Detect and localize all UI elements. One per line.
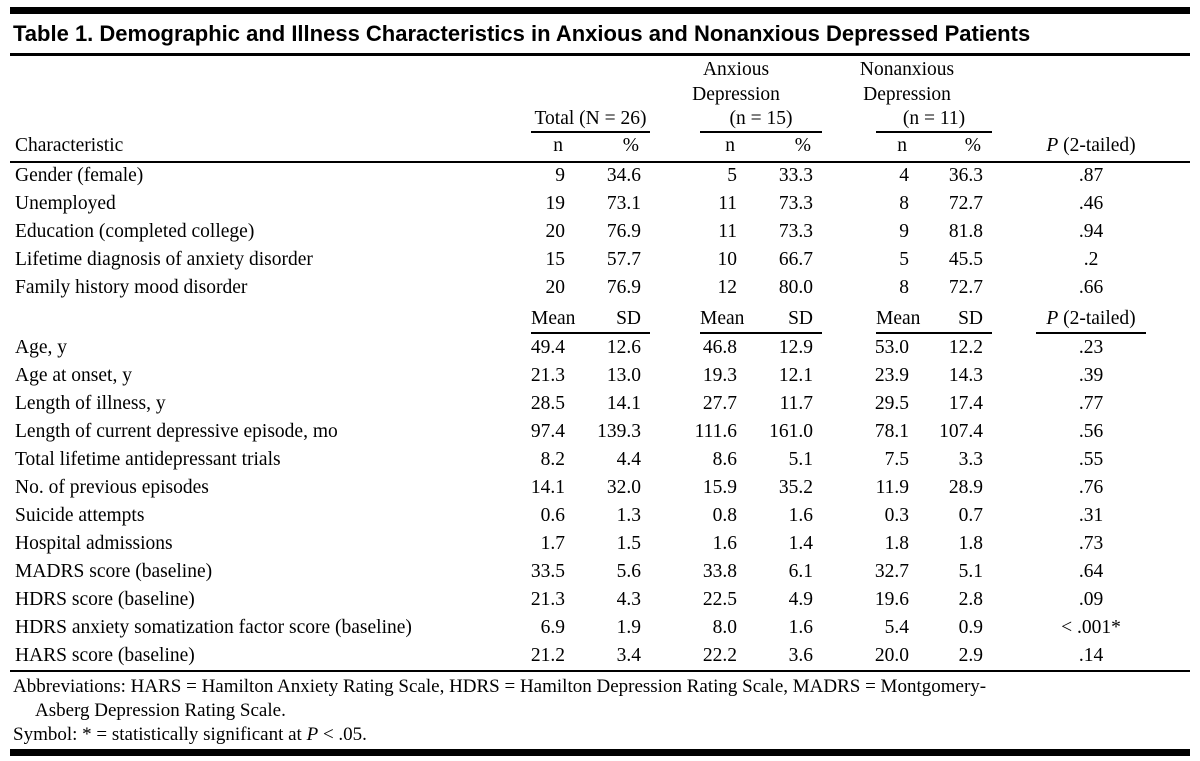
cell-nonanxious-mean: 78.1 [874,421,909,442]
group-header-row-1 [10,56,1190,81]
cell-total-sd: 1.3 [616,505,641,526]
cell-anxious-sd: 35.2 [778,477,813,498]
p-stat-header [992,302,1190,334]
cell-nonanxious-mean: 19.6 [874,589,909,610]
footnote-symbol-italic: P [306,724,319,745]
cell-anxious-mean: 22.5 [702,589,737,610]
p-stat-italic: P [1046,308,1059,329]
cell-total-n: 19 [545,193,565,214]
cell-anxious-pct: 66.7 [778,249,813,270]
cell-total-sd: 4.4 [616,449,641,470]
cell-total-mean: 33.5 [530,561,565,582]
nonanxious-mean-header: Mean [876,308,921,329]
cell-nonanxious-sd: 28.9 [948,477,983,498]
cell-total-sd: 12.6 [606,337,641,358]
total-mean-header: Mean [531,308,576,329]
cell-anxious-n: 11 [718,221,737,242]
cell-p-value: .31 [1078,505,1104,526]
cell-nonanxious-sd: 5.1 [958,561,983,582]
cell-nonanxious-pct: 45.5 [948,249,983,270]
cell-nonanxious-sd: 0.9 [958,617,983,638]
cell-p-value: .66 [1078,277,1104,298]
cell-nonanxious-sd: 107.4 [939,421,983,442]
bottom-rule-wrap [10,747,1190,756]
p-stat-rest: (2-tailed) [1058,308,1136,329]
bottom-rule [10,749,1190,756]
row-label: Unemployed [15,193,116,214]
row-label: Education (completed college) [15,221,255,242]
cell-total-mean: 21.2 [530,645,565,666]
cell-anxious-n: 12 [717,277,737,298]
cell-total-n: 15 [545,249,565,270]
row-label: MADRS score (baseline) [15,561,213,582]
table-row [10,362,1190,390]
cell-anxious-sd: 161.0 [769,421,813,442]
row-label: HARS score (baseline) [15,645,195,666]
row-label: Age, y [15,337,67,358]
table-row [10,162,1190,190]
cell-anxious-pct: 73.3 [778,221,813,242]
cell-nonanxious-sd: 12.2 [948,337,983,358]
row-label: Suicide attempts [15,505,145,526]
cell-nonanxious-n: 5 [899,249,909,270]
cell-total-sd: 1.5 [616,533,641,554]
cell-p-value: .76 [1078,477,1104,498]
spacer-cell [992,81,1190,106]
total-pct-header: % [574,133,650,162]
row-label: Total lifetime antidepressant trials [15,449,281,470]
nonanxious-sd-header: SD [958,308,983,329]
table-row [10,614,1190,642]
cell-total-pct: 76.9 [606,277,641,298]
anxious-stat-header [650,302,822,334]
cell-p-value: .77 [1078,393,1104,414]
cell-p-value: < .001* [1061,617,1121,638]
cell-total-sd: 14.1 [606,393,641,414]
cell-nonanxious-sd: 1.8 [958,533,983,554]
cell-nonanxious-pct: 72.7 [948,193,983,214]
spacer-cell [507,81,650,106]
table-row [10,446,1190,474]
cell-p-value: .39 [1078,365,1104,386]
table-row [10,530,1190,558]
total-n-header: n [507,133,574,162]
cell-total-sd: 13.0 [606,365,641,386]
cell-nonanxious-mean: 53.0 [874,337,909,358]
cell-nonanxious-sd: 2.9 [958,645,983,666]
nonanxious-n-header: n [822,133,918,162]
anxious-group-label-line1: Anxious [702,59,770,80]
cell-anxious-mean: 27.7 [702,393,737,414]
anxious-group-label-line2: Depression [692,84,780,105]
cell-anxious-n: 11 [718,193,737,214]
cell-nonanxious-n: 8 [899,277,909,298]
table-title: Table 1. Demographic and Illness Characteristics in Anxious and Nonanxious Depressed Patients [13,21,1031,46]
cell-nonanxious-mean: 29.5 [874,393,909,414]
cell-total-n: 20 [545,221,565,242]
footnote-symbol [13,723,1187,747]
cell-total-pct: 57.7 [606,249,641,270]
cell-anxious-sd: 6.1 [788,561,813,582]
cell-nonanxious-sd: 14.3 [948,365,983,386]
cell-anxious-sd: 1.6 [788,617,813,638]
cell-total-mean: 49.4 [530,337,565,358]
cell-p-value: .87 [1078,165,1104,186]
cell-anxious-mean: 8.0 [712,617,737,638]
nonanxious-group-label-line2: Depression [863,84,951,105]
cell-total-sd: 139.3 [597,421,641,442]
cell-p-value: .2 [1083,249,1099,270]
nonanxious-group-n [822,106,992,133]
cell-total-mean: 97.4 [530,421,565,442]
footnote-symbol-post: < .05. [318,724,367,745]
cell-nonanxious-mean: 7.5 [884,449,909,470]
row-label: Gender (female) [15,165,144,186]
footnote-symbol-pre: Symbol: * = statistically significant at [13,724,307,745]
p-header-rest: (2-tailed) [1058,135,1136,156]
row-label: Age at onset, y [15,365,132,386]
column-header-row [10,133,1190,162]
cell-anxious-sd: 1.6 [788,505,813,526]
total-sd-header: SD [616,308,641,329]
cell-nonanxious-sd: 3.3 [958,449,983,470]
cell-total-mean: 8.2 [540,449,565,470]
cell-nonanxious-mean: 0.3 [884,505,909,526]
cell-nonanxious-n: 8 [899,193,909,214]
cell-p-value: .73 [1078,533,1104,554]
row-label: Hospital admissions [15,533,173,554]
cell-nonanxious-mean: 5.4 [884,617,909,638]
cell-anxious-mean: 22.2 [702,645,737,666]
cell-anxious-n: 5 [727,165,737,186]
cell-nonanxious-pct: 36.3 [948,165,983,186]
anxious-group-n-text: (n = 15) [729,108,793,129]
nonanxious-group-n-text: (n = 11) [902,108,966,129]
row-label: HDRS score (baseline) [15,589,195,610]
total-stat-header [507,302,650,334]
cell-p-value: .46 [1078,193,1104,214]
cell-anxious-pct: 80.0 [778,277,813,298]
spacer-cell [10,302,507,334]
cell-anxious-mean: 1.6 [712,533,737,554]
cell-anxious-pct: 73.3 [778,193,813,214]
cell-total-pct: 73.1 [606,193,641,214]
cell-p-value: .64 [1078,561,1104,582]
cell-anxious-mean: 46.8 [702,337,737,358]
stat-header-row [10,302,1190,334]
cell-total-sd: 32.0 [606,477,641,498]
anxious-sd-header: SD [788,308,813,329]
cell-anxious-sd: 1.4 [788,533,813,554]
cell-total-mean: 1.7 [540,533,565,554]
cell-nonanxious-n: 4 [899,165,909,186]
table-row [10,190,1190,218]
cell-total-mean: 28.5 [530,393,565,414]
row-label: Family history mood disorder [15,277,248,298]
cell-p-value: .23 [1078,337,1104,358]
cell-p-value: .14 [1078,645,1104,666]
cell-anxious-sd: 11.7 [779,393,813,414]
group-header-row-2 [10,81,1190,106]
cell-total-n: 9 [555,165,565,186]
total-group-label-text: Total (N = 26) [534,108,647,129]
cell-nonanxious-mean: 1.8 [884,533,909,554]
spacer-cell [10,106,507,133]
cell-total-mean: 0.6 [540,505,565,526]
footnote-abbreviations-line1: Abbreviations: HARS = Hamilton Anxiety Rating Scale, HDRS = Hamilton Depression Rating Scale, MADRS = Montgomery- [13,676,987,697]
cell-total-mean: 6.9 [540,617,565,638]
footnotes [10,672,1190,747]
cell-total-mean: 21.3 [530,589,565,610]
table-row [10,558,1190,586]
cell-nonanxious-sd: 2.8 [958,589,983,610]
row-label: Length of illness, y [15,393,166,414]
cell-nonanxious-mean: 23.9 [874,365,909,386]
nonanxious-pct-header: % [918,133,992,162]
spacer-cell [507,56,650,81]
cell-nonanxious-sd: 17.4 [948,393,983,414]
spacer-cell [992,56,1190,81]
cell-total-pct: 76.9 [606,221,641,242]
spacer-cell [992,106,1190,133]
cell-total-mean: 21.3 [530,365,565,386]
table-row [10,642,1190,670]
cell-nonanxious-pct: 81.8 [948,221,983,242]
cell-nonanxious-mean: 32.7 [874,561,909,582]
anxious-n-header: n [650,133,746,162]
cell-anxious-mean: 15.9 [702,477,737,498]
cell-anxious-mean: 19.3 [702,365,737,386]
cell-anxious-mean: 8.6 [712,449,737,470]
row-label: HDRS anxiety somatization factor score (baseline) [15,617,412,638]
cell-nonanxious-mean: 11.9 [875,477,909,498]
table-row [10,390,1190,418]
table-row [10,246,1190,274]
cell-total-sd: 3.4 [616,645,641,666]
cell-anxious-mean: 0.8 [712,505,737,526]
spacer-cell [10,81,507,106]
cell-p-value: .55 [1078,449,1104,470]
anxious-group-n [650,106,822,133]
cell-total-n: 20 [545,277,565,298]
cell-total-sd: 4.3 [616,589,641,610]
table-row [10,218,1190,246]
cell-total-mean: 14.1 [530,477,565,498]
cell-anxious-mean: 111.6 [694,421,737,442]
cell-total-sd: 5.6 [616,561,641,582]
demographics-table [10,56,1190,670]
nonanxious-stat-header [822,302,992,334]
footnote-abbreviations-line2: Asberg Depression Rating Scale. [35,700,286,721]
table-row [10,334,1190,362]
cell-anxious-sd: 5.1 [788,449,813,470]
cell-anxious-sd: 12.1 [778,365,813,386]
nonanxious-group-label-line1: Nonanxious [859,59,955,80]
row-label: Length of current depressive episode, mo [15,421,338,442]
p-column-header [992,133,1190,162]
cell-anxious-sd: 12.9 [778,337,813,358]
cell-p-value: .56 [1078,421,1104,442]
cell-anxious-sd: 4.9 [788,589,813,610]
top-rule [10,7,1190,14]
anxious-mean-header: Mean [700,308,745,329]
cell-anxious-sd: 3.6 [788,645,813,666]
total-group-label [507,106,650,133]
cell-p-value: .94 [1078,221,1104,242]
cell-nonanxious-n: 9 [899,221,909,242]
table-row [10,418,1190,446]
characteristic-header: Characteristic [10,133,507,162]
table-row [10,502,1190,530]
cell-total-sd: 1.9 [616,617,641,638]
table-row [10,474,1190,502]
table-row [10,586,1190,614]
group-header-row-3 [10,106,1190,133]
cell-anxious-pct: 33.3 [778,165,813,186]
cell-nonanxious-sd: 0.7 [958,505,983,526]
p-header-italic: P [1046,135,1059,156]
cell-nonanxious-pct: 72.7 [948,277,983,298]
spacer-cell [10,56,507,81]
cell-nonanxious-mean: 20.0 [874,645,909,666]
anxious-pct-header: % [746,133,822,162]
cell-p-value: .09 [1078,589,1104,610]
table-row [10,274,1190,302]
row-label: Lifetime diagnosis of anxiety disorder [15,249,313,270]
row-label: No. of previous episodes [15,477,209,498]
cell-anxious-n: 10 [717,249,737,270]
cell-anxious-mean: 33.8 [702,561,737,582]
cell-total-pct: 34.6 [606,165,641,186]
